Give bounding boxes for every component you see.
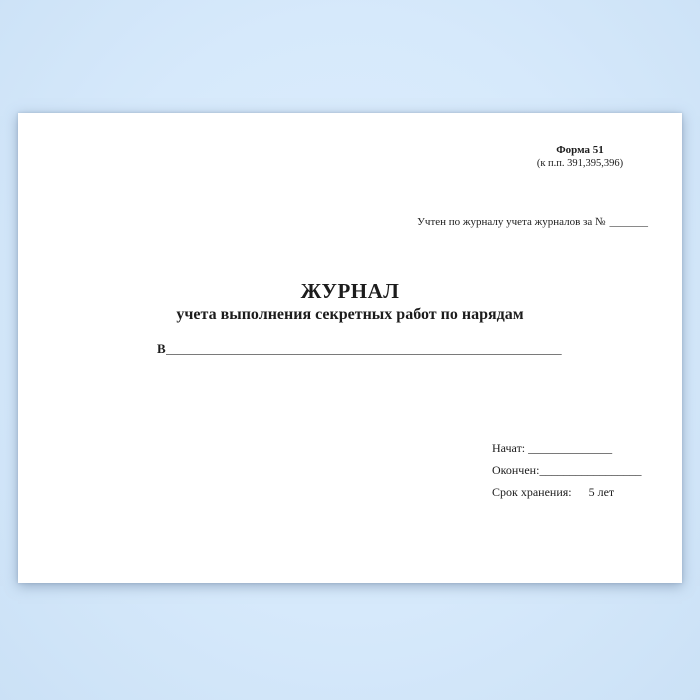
dates-block (492, 437, 641, 503)
finished-label: Окончен: (492, 463, 540, 477)
page-subtitle: учета выполнения секретных работ по нарядам (176, 306, 524, 323)
started-label: Начат: (492, 441, 526, 455)
retention-line (492, 481, 641, 503)
journal-cover-page (18, 113, 682, 583)
started-line (492, 437, 641, 459)
finished-line (492, 459, 641, 481)
retention-label: Срок хранения: (492, 485, 572, 499)
retention-value: 5 лет (588, 485, 615, 499)
organization-line (157, 341, 562, 357)
finished-blank: _________________ (539, 463, 642, 477)
organization-blank: __________________________________________________________________ (165, 342, 562, 356)
page-title: ЖУРНАЛ (300, 279, 400, 303)
registration-label: Учтен по журналу учета журналов за № (417, 216, 606, 228)
organization-label: В (157, 341, 166, 356)
registration-blank: _______ (609, 216, 648, 228)
form-reference: (к п.п. 391,395,396) (536, 158, 624, 169)
form-number: Форма 51 (556, 144, 604, 156)
title-block (18, 279, 682, 326)
form-number-block (510, 144, 650, 170)
started-blank: ______________ (528, 441, 613, 455)
registration-line (417, 216, 648, 228)
